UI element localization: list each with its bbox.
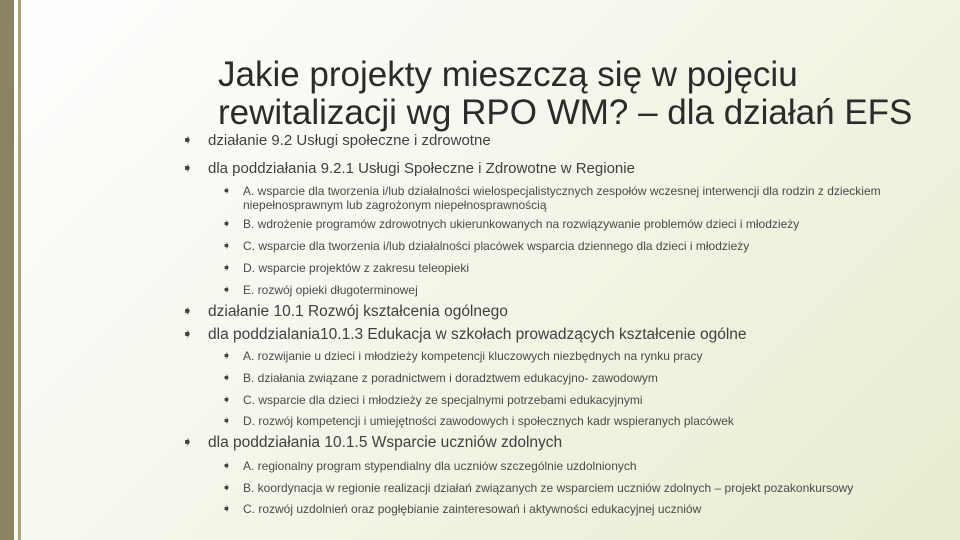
list-item-text: C. wsparcie dla dzieci i młodzieży ze specjalnymi potrzebami edukacyjnymi bbox=[243, 393, 643, 407]
list-item bbox=[182, 326, 747, 344]
list-item bbox=[182, 303, 508, 321]
list-item-text: dla poddzialania10.1.3 Edukacja w szkołach prowadzących kształcenie ogólne bbox=[208, 326, 747, 343]
list-item-text: E. rozwój opieki długoterminowej bbox=[243, 283, 418, 297]
slide-title bbox=[218, 56, 938, 132]
list-item bbox=[222, 283, 418, 297]
arrow-right-icon: ➧ bbox=[222, 185, 232, 197]
list-item-text: A. rozwijanie u dzieci i młodzieży kompetencji kluczowych niezbędnych na rynku pracy bbox=[243, 349, 703, 363]
arrow-right-icon: ➧ bbox=[222, 350, 232, 362]
list-item-text: A. wsparcie dla tworzenia i/lub działalności wielospecjalistycznych zespołów wczesnej interwencji dla rodzin z dzieckiem niepełnosprawnym lub zagrożonym niepełnosprawnością bbox=[243, 184, 881, 212]
arrow-right-icon: ➧ bbox=[222, 372, 232, 384]
left-decor-line bbox=[18, 0, 21, 540]
list-item bbox=[222, 349, 703, 363]
list-item-text: działanie 10.1 Rozwój kształcenia ogólnego bbox=[208, 303, 508, 320]
list-item bbox=[182, 160, 635, 177]
arrow-right-icon: ➧ bbox=[222, 415, 232, 427]
list-item bbox=[182, 434, 562, 452]
list-item bbox=[222, 184, 903, 212]
arrow-right-icon: ➧ bbox=[222, 394, 232, 406]
list-item-text: C. rozwój uzdolnień oraz pogłębianie zainteresowań i aktywności edukacyjnej uczniów bbox=[243, 502, 702, 516]
list-item bbox=[222, 481, 853, 495]
list-item bbox=[222, 393, 643, 407]
list-item-text: działanie 9.2 Usługi społeczne i zdrowotne bbox=[208, 132, 491, 149]
arrow-right-icon: ➧ bbox=[182, 326, 193, 341]
arrow-right-icon: ➧ bbox=[222, 218, 232, 230]
list-item-text: B. działania związane z poradnictwem i doradztwem edukacyjno- zawodowym bbox=[243, 371, 658, 385]
list-item bbox=[222, 371, 658, 385]
arrow-right-icon: ➧ bbox=[222, 503, 232, 515]
left-decor-stripe bbox=[0, 0, 14, 540]
list-item-text: dla poddziałania 9.2.1 Usługi Społeczne i Zdrowotne w Regionie bbox=[208, 160, 635, 177]
arrow-right-icon: ➧ bbox=[182, 434, 193, 449]
arrow-right-icon: ➧ bbox=[222, 262, 232, 274]
list-item bbox=[222, 217, 799, 231]
arrow-right-icon: ➧ bbox=[182, 160, 193, 175]
list-item bbox=[222, 502, 701, 516]
list-item-text: B. wdrożenie programów zdrowotnych ukierunkowanych na rozwiązywanie problemów dzieci i młodzieży bbox=[243, 217, 800, 231]
list-item-text: D. wsparcie projektów z zakresu teleopieki bbox=[243, 261, 470, 275]
list-item bbox=[222, 239, 749, 253]
arrow-right-icon: ➧ bbox=[222, 284, 232, 296]
list-item-text: dla poddziałania 10.1.5 Wsparcie uczniów zdolnych bbox=[208, 434, 563, 451]
arrow-right-icon: ➧ bbox=[182, 132, 193, 147]
arrow-right-icon: ➧ bbox=[222, 240, 232, 252]
list-item bbox=[182, 132, 491, 149]
list-item bbox=[222, 414, 734, 428]
arrow-right-icon: ➧ bbox=[182, 303, 193, 318]
list-item bbox=[222, 261, 469, 275]
list-item-text: B. koordynacja w regionie realizacji działań związanych ze wsparciem uczniów zdolnych – projekt pozakonkursowy bbox=[243, 481, 854, 495]
list-item-text: A. regionalny program stypendialny dla uczniów szczególnie uzdolnionych bbox=[243, 459, 637, 473]
arrow-right-icon: ➧ bbox=[222, 460, 232, 472]
slide-title-line-1: Jakie projekty mieszczą się w pojęciu bbox=[218, 55, 798, 94]
slide-title-line-2: rewitalizacji wg RPO WM? – dla działań EFS bbox=[218, 93, 913, 132]
list-item-text: D. rozwój kompetencji i umiejętności zawodowych i społecznych kadr wspieranych placówek bbox=[243, 414, 734, 428]
arrow-right-icon: ➧ bbox=[222, 482, 232, 494]
list-item bbox=[222, 459, 637, 473]
list-item-text: C. wsparcie dla tworzenia i/lub działalności placówek wsparcia dziennego dla dzieci i młodzieży bbox=[243, 239, 750, 253]
